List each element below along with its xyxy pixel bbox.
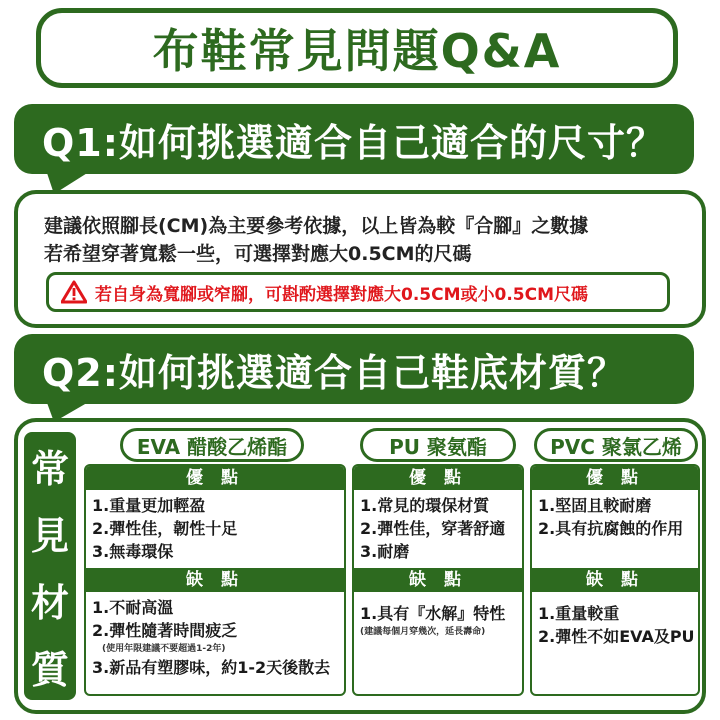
page-title: 布鞋常見問題Q&A (152, 24, 562, 78)
warning-icon (61, 280, 87, 304)
pvc-pro-item: 1.堅固且較耐磨 (538, 496, 652, 515)
pu-cons-label: 缺 點 (354, 568, 522, 592)
material-pu-header (360, 428, 516, 462)
eva-con-note: (使用年限建議不要超過1-2年) (102, 644, 226, 654)
eva-pro-item: 1.重量更加輕盈 (92, 496, 206, 515)
material-pvc-header (534, 428, 698, 462)
pvc-cons-label: 缺 點 (532, 568, 698, 592)
material-eva-column (84, 464, 346, 696)
eva-con-item: 3.新品有塑膠味，約1-2天後散去 (92, 658, 331, 677)
pu-pro-item: 3.耐磨 (360, 542, 410, 561)
eva-pros-label: 優 點 (86, 466, 344, 490)
material-pvc-name: PVC 聚氯乙烯 (550, 434, 682, 459)
eva-pro-item: 3.無毒環保 (92, 542, 174, 561)
side-char-2: 見 (30, 514, 69, 558)
question-1-text: Q1:如何挑選適合自己適合的尺寸？ (42, 120, 665, 165)
eva-con-item: 2.彈性隨著時間疲乏 (92, 621, 238, 640)
page-title-box (36, 8, 678, 88)
material-pvc-column (530, 464, 700, 696)
pvc-pros-label: 優 點 (532, 466, 698, 490)
pvc-con-item: 2.彈性不如EVA及PU (538, 627, 695, 646)
material-pu-name: PU 聚氨酯 (389, 434, 487, 459)
pu-con-note: (建議每個月穿幾次，延長壽命) (360, 627, 486, 637)
pu-pro-item: 1.常見的環保材質 (360, 496, 490, 515)
side-char-4: 質 (30, 648, 69, 692)
answer-1-line-2: 若希望穿著寬鬆一些，可選擇對應大0.5CM的尺碼 (44, 243, 472, 265)
question-2-text: Q2:如何挑選適合自己鞋底材質？ (42, 350, 626, 395)
question-2-banner (14, 334, 694, 404)
pu-pro-item: 2.彈性佳，穿著舒適 (360, 519, 506, 538)
answer-1-line-1: 建議依照腳長(CM)為主要參考依據，以上皆為較『合腳』之數據 (44, 215, 589, 237)
materials-side-label (24, 432, 76, 700)
side-char-1: 常 (30, 447, 69, 491)
material-eva-name: EVA 醋酸乙烯酯 (136, 434, 288, 459)
question-1-banner (14, 104, 694, 174)
eva-con-item: 1.不耐高溫 (92, 598, 174, 617)
eva-cons-label: 缺 點 (86, 568, 344, 592)
pu-con-item: 1.具有『水解』特性 (360, 604, 506, 623)
side-char-3: 材 (30, 581, 69, 625)
material-eva-header (120, 428, 304, 462)
warning-note (46, 272, 670, 312)
pvc-con-item: 1.重量較重 (538, 604, 620, 623)
eva-pro-item: 2.彈性佳，韌性十足 (92, 519, 238, 538)
warning-text: 若自身為寬腳或窄腳，可斟酌選擇對應大0.5CM或小0.5CM尺碼 (95, 284, 589, 305)
pvc-pro-item: 2.具有抗腐蝕的作用 (538, 519, 684, 538)
material-pu-column (352, 464, 524, 696)
pu-pros-label: 優 點 (354, 466, 522, 490)
